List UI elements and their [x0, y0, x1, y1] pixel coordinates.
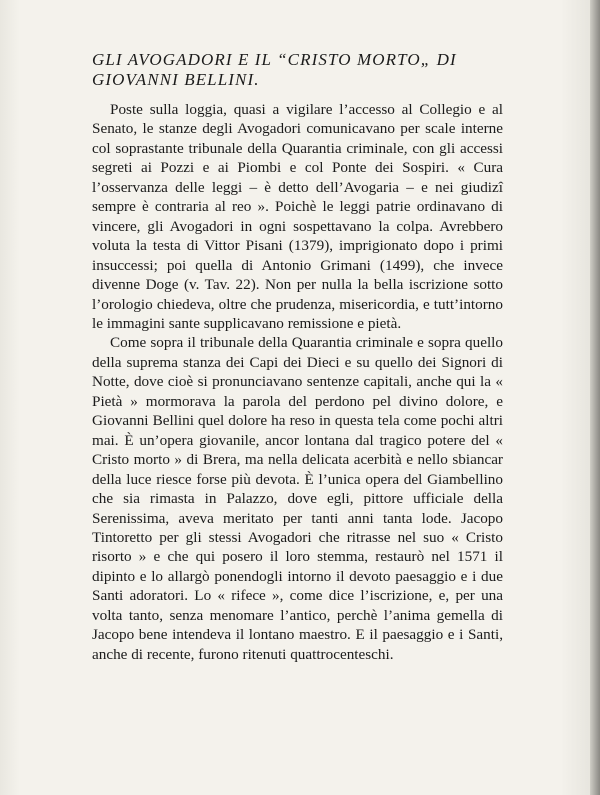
chapter-title-line-1: GLI AVOGADORI E IL “CRISTO MORTO„ DI: [92, 50, 457, 69]
chapter-title-line-2: GIOVANNI BELLINI.: [92, 70, 260, 89]
paragraph-1: Poste sulla loggia, quasi a vigilare l’accesso al Collegio e al Senato, le stanze degli Avogadori comunicavano per scale interne col soprastante tribunale della Quarantia criminale, con gli accessi segreti ai Pozzi e ai Piombi e col Ponte dei Sospiri. « Cura l’osservanza delle leggi – è detto dell’Avogaria – e nei giudizî sempre è contraria al reo ». Poichè le leggi patrie ordinavano di vincere, gli Avogadori in ogni sospettavano la colpa. Avrebbero voluta la testa di Vittor Pisani (1379), imprigionato dopo i primi insuccessi; poi quella di Antonio Grimani (1499), che invece divenne Doge (v. Tav. 22). Non per nulla la bella iscrizione sotto l’orologio chiedeva, oltre che prudenza, misericordia, e tutt’intorno le immagini sante supplicavano remissione e pietà.: [92, 101, 503, 332]
page-edge-shadow: [590, 0, 600, 795]
chapter-title: [92, 50, 522, 90]
paragraph-2: Come sopra il tribunale della Quarantia criminale e sopra quello della suprema stanza dei Capi dei Dieci e su quello dei Signori di Notte, dove cioè si pronunciavano sentenze capitali, anche qui la « Pietà » mormorava la parola del perdono pel divino dolore, e Giovanni Bellini quel dolore ha reso in questa tela come pochi altri mai. È un’opera giovanile, ancor lontana dal tragico potere del « Cristo morto » di Brera, ma nella delicata acerbità e nello sbiancar della luce riesce forse più devota. È l’unica opera del Giambellino che sia rimasta in Palazzo, dove egli, pittore ufficiale della Serenissima, aveva meritato per tanti anni tanta lode. Jacopo Tintoretto per gli stessi Avogadori che ritrasse nel suo « Cristo risorto » e che qui posero il loro stemma, restaurò nel 1571 il dipinto e lo allargò ponendogli intorno il devoto paesaggio e i due Santi adoratori. Lo « rifece », come dice l’iscrizione, e, per una volta tanto, senza menomare l’antico, perchè l’anima gemella di Jacopo bene intendeva il lontano maestro. E il paesaggio e i Santi, anche di recente, furono ritenuti quattrocenteschi.: [92, 334, 503, 663]
body-text: [92, 100, 503, 664]
